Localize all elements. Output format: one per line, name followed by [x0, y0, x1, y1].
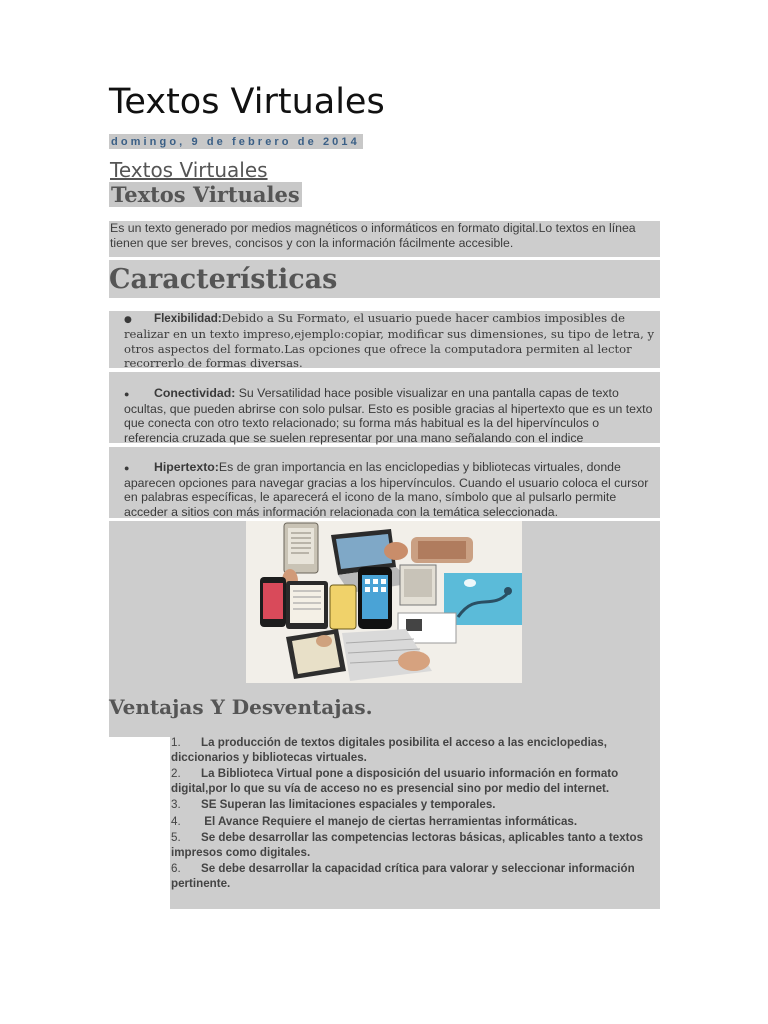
advantages-heading: Ventajas Y Desventajas.	[109, 695, 373, 719]
list-text: El Avance Requiere el manejo de ciertas herramientas informáticas.	[201, 814, 578, 828]
list-text: Se debe desarrollar la capacidad crítica para valorar y seleccionar información pertinente.	[171, 862, 635, 890]
characteristic-text	[124, 311, 656, 370]
devices-collage-image	[246, 521, 522, 683]
post-title-link[interactable]: Textos Virtuales	[110, 158, 268, 182]
devices-collage-illustration	[246, 521, 522, 683]
list-item	[171, 798, 659, 813]
list-text: La producción de textos digitales posibilita el acceso a las enciclopedias, diccionarios y bibliotecas virtuales.	[171, 736, 607, 764]
list-item	[171, 736, 659, 765]
post-subtitle: Textos Virtuales	[111, 182, 300, 207]
characteristic-body: Es de gran importancia en las enciclopedias y bibliotecas virtuales, donde aparecen opciones para navegar gracias a los hipervínculos. Cuando el usuario coloca el cursor en palabras específicas, le aparecerá el icono de la mano, símbolo que al pulsarlo permite acceder a sitios con más información relacionada con la temática seleccionada.	[124, 460, 649, 519]
bullet-icon: ●	[124, 315, 132, 325]
post-date: domingo, 9 de febrero de 2014	[109, 134, 363, 149]
characteristic-body: Debido a Su Formato, el usuario puede hacer cambios imposibles de realizar en un texto impreso,ejemplo:copiar, modificar sus dimensiones, su tipo de letra, y otros aspectos del formato.Las opciones que ofrece la computadora permiten al lector recorrerlo de formas diversas.	[124, 311, 655, 370]
characteristic-hypertext	[109, 447, 660, 518]
characteristic-flexibility	[109, 311, 660, 368]
list-item	[171, 831, 659, 860]
list-number: 5.	[171, 831, 181, 844]
list-number: 4.	[171, 814, 181, 828]
bullet-icon: ●	[124, 463, 130, 473]
characteristic-label: Hipertexto:	[154, 460, 219, 474]
blog-title: Textos Virtuales	[109, 82, 385, 122]
list-text: La Biblioteca Virtual pone a disposición del usuario información en formato digital,por lo que su vía de acceso no es presencial sino por medio del internet.	[171, 767, 619, 795]
intro-line-1: Es un texto generado por medios magnéticos o informáticos en formato digital.Lo textos en línea	[110, 221, 636, 235]
characteristic-body: Su Versatilidad hace posible visualizar en una pantalla capas de texto ocultas, que pueden abrirse con solo pulsar. Esto es posible gracias al hipertexto que es un texto que conecta con otro texto relacionado; su forma más habitual es la del hipervínculos o referencia cruzada que se suelen representar por una mano señalando con el indice	[124, 386, 653, 445]
characteristic-text	[124, 460, 656, 519]
list-text: SE Superan las limitaciones espaciales y temporales.	[201, 798, 496, 811]
list-item	[171, 862, 659, 891]
intro-line-2: tienen que ser breves, concisos y con la información fácilmente accesible.	[110, 235, 514, 250]
characteristic-connectivity	[109, 372, 660, 443]
intro-paragraph	[109, 221, 660, 257]
list-number: 2.	[171, 767, 181, 780]
characteristics-heading: Características	[109, 260, 660, 298]
characteristic-label: Conectividad:	[154, 386, 236, 400]
list-number: 3.	[171, 798, 181, 811]
list-text: Se debe desarrollar las competencias lectoras básicas, aplicables tanto a textos impresos como digitales.	[171, 831, 644, 859]
list-number: 1.	[171, 736, 181, 749]
list-number: 6.	[171, 862, 181, 875]
list-item	[171, 815, 659, 830]
characteristic-label: Flexibilidad:	[154, 312, 222, 325]
list-item	[171, 767, 659, 796]
bullet-icon: ●	[124, 389, 130, 399]
advantages-list	[171, 736, 659, 893]
characteristic-text	[124, 386, 656, 445]
